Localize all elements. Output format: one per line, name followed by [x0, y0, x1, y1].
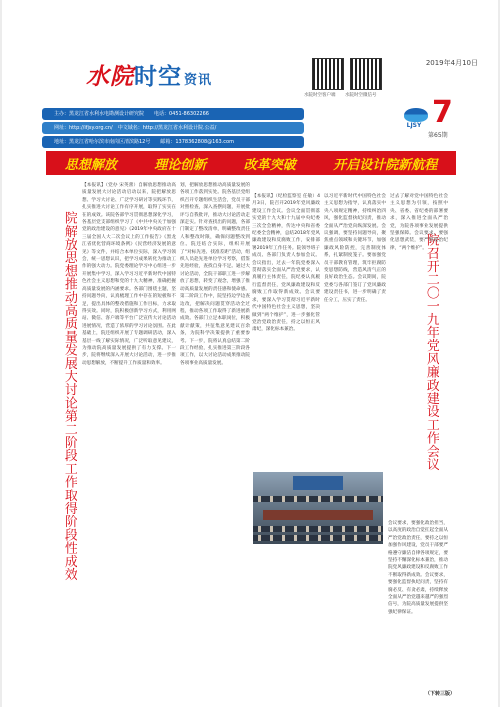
photo-screen: [293, 476, 343, 490]
logo-blue-text: 时空: [134, 64, 182, 90]
issue-number: 7: [432, 95, 453, 130]
qr-code-icon: [350, 58, 382, 90]
photo-audience-row: [253, 535, 383, 541]
photo-table: [263, 510, 373, 520]
article-left-col2: 划，把解放思想推动高质量发展的各项工作落到实处。院各基层党组织召开专题组织生活会，党员干部对照检查，深入查摆问题，开展批评与自我批评，推动大讨论活动走深走实。针对查找出的问题，各部门制定了整改清单，明确整改责任人和整改时限，确保问题整改到位。院还结合实际，组织开展了“对标先进、找准差距”活动，组织人员赴先进单位学习考察，借鉴先进经验，查找自身不足。通过大讨论活动，全院干部职工进一步解放了思想，转变了观念，增强了推动高质量发展的责任感和使命感。第二阶段工作中，院坚持边学边查边改，把解决问题贯穿活动全过程，推动各项工作取得了新进展新成效。各部门立足本职岗位，积极献计献策，共征集意见建议百余条，为院科学决策提供了重要参考。下一步，院将认真总结第二阶段工作经验，扎实推进第三阶段各项工作，以大讨论活动成果推动院各项事业高质量发展。: [180, 183, 250, 366]
qr-code-icon: [312, 58, 344, 90]
qr-label: 水院时空微信号: [345, 93, 377, 98]
issue-date: 2019年4月10日: [425, 59, 478, 67]
brand-text: LJSY: [406, 122, 422, 129]
photo-audience-row: [253, 526, 383, 532]
article-left-col1: 【本报讯】（党办 宋英蕾）自解放思想推动高质量发展大讨论活动启动以来，院把解放思想、学习大讨论、广泛学习研讨等实践环节，扎实推进大讨论工作有序开展，取得了实实在在的成效。该院各部学习贯彻思想深化学习，各基层党支部组织学习了《中共中央关于加强党的政治建设的意见》《2019年中央政府在十三届全国人大二次会议上的工作报告》《黑龙江省优化营商环境条例》《民营经济发展的意见》等文件，并结合本单位实际，深入学习领会，统一思想认识，把学习成果转化为推动工作的强大动力。院党委理论学习中心组进一步开展集中学习，深入学习习近平新时代中国特色社会主义思想和党的十九大精神，准确把握高质量发展的内涵要求。各部门围绕主题，坚持问题导向，认真梳理工作中存在的短板和不足，提出具体的整改措施和工作目标，力求取得实效。同时，院积极创新学习方式，利用网站、微信、客户端等平台广泛宣传大讨论活动进展情况，营造了浓厚的学习讨论氛围。在此基础上，院还组织开展了专题调研活动，深入基层一线了解实际情况，广泛听取意见建议，为推动院高质量发展提供了有力支撑。下一步，院将继续深入开展大讨论活动，进一步推动思想解放，不断提升工作质量和效率。: [82, 183, 176, 366]
info-row-address: 地址：黑龙江省哈尔滨市南岗区清滨路12号 邮箱：1378362808@163.com: [42, 136, 304, 148]
masthead-logo: [86, 58, 212, 91]
slogan-item: 理论创新: [154, 157, 207, 173]
photo-audience-row: [253, 496, 383, 502]
slogan-item: 思想解放: [64, 157, 117, 173]
article-right-col4: 会议要求，要强化政治担当，以高度的政治自觉扛起全面从严治党政治责任，要持之以恒加强作风建设，党员干部要严格遵守廉洁自律各项规定，要坚持不懈深化标本兼治，推动院党风廉政建设和反腐败工作不断取得新成效。会议要求，要强化监督执纪问责，坚持有腐必反、有贪必肃，持续释放全面从严治党越来越严的强烈信号，为院高质量发展提供坚强纪律保证。: [388, 521, 448, 615]
logo-red-text: 水院: [86, 64, 134, 90]
logo-sub-text: 资讯: [184, 73, 213, 88]
headline-right: 院召开二〇一九年党风廉政建设工作会议: [424, 233, 439, 471]
qr-label: 水院时空客户端: [304, 93, 336, 98]
article-right-col2: 以习近平新时代中国特色社会主义思想为指导，认真落实中央八项规定精神，持续纠治四风，强化监督执纪问责，推动全面从严治党向纵深发展。会议强调，要坚持问题导向，聚焦重点领域和关键环节，加强廉政风险防控，完善制度体系，扎紧制度笼子。要加强党员干部教育管理，筑牢拒腐防变思想防线，营造风清气正的良好政治生态。会议期间，院党委与各部门签订了党风廉政建设责任书，进一步明确了责任分工，压实了责任。: [324, 194, 386, 303]
info-row-website: 网址：http://ifjsy.org.cn/ 中文域名：http://黑龙江省水利设计院.公益/: [42, 122, 304, 134]
slogan-item: 改革突破: [243, 157, 296, 173]
slogan-banner: [46, 151, 456, 175]
issue-total: 第65期: [428, 132, 448, 139]
article-right-col1: 【本报讯】（纪检监察室 任敏）4月3日，院召开2019年党风廉政建设工作会议。会议全面贯彻落实党的十九大和十九届中央纪委三次全会精神，传达中央和省委纪委全会精神，总结2018年党风廉政建设和反腐败工作，安排部署2019年工作任务。院领导班子成员、各部门负责人参加会议。会议指出，过去一年院党委深入贯彻落实全面从严治党要求，认真履行主体责任，院纪委认真履行监督责任，党风廉政建设和反腐败工作取得新成效。会议要求，要深入学习贯彻习近平新时代中国特色社会主义思想，坚决做到“两个维护”，进一步强化管党治党政治责任，持之以恒正风肃纪，深化标本兼治。: [252, 194, 320, 333]
info-row-sponsor: 主办：黑龙江省水利水电勘测设计研究院 电话：0451-86302266: [42, 108, 304, 120]
continue-note: （下转三版）: [425, 691, 456, 697]
brand-logo: [400, 108, 428, 129]
article-right-col3: 过去了解对党中国特色社会主义思想为引领，按照中央、省委、省纪委的部署要求，深入推进全面从严治党，为院各项事业发展提供坚强保障。会议要求，要强化思想武装，要严明政治纪律，“两个维护”。: [390, 194, 448, 251]
brand-mark-icon: [404, 108, 428, 122]
page-edge-left: [0, 0, 2, 707]
slogan-item: 开启设计院新航程: [333, 157, 438, 173]
meeting-photo: [253, 472, 383, 544]
headline-left: 院解放思想推动高质量发展大讨论第二阶段工作取得阶段性成效: [62, 211, 77, 581]
